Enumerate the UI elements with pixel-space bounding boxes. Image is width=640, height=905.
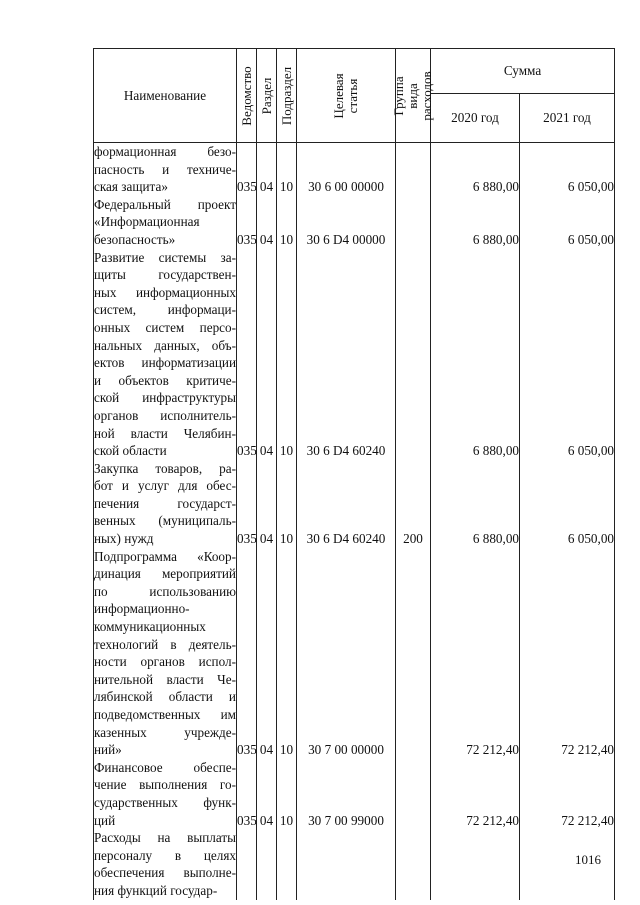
row-name-line: нальных данных, объ- [94,337,236,353]
header-department: Ведомство [237,49,257,143]
row-name-line: щиты государствен- [94,267,236,283]
row-subsection: 10 [277,548,297,759]
row-name-line: Развитие системы за- [94,249,236,265]
row-name-line: нительной власти Че- [94,671,236,687]
header-subsection: Подраздел [277,49,297,143]
row-sum-2021: 6 050,00 [520,143,615,196]
row-subsection [277,829,297,899]
row-name-line: обеспечения выполне- [94,865,236,881]
row-section: 04 [257,143,277,196]
row-name-line: ния функций государ- [94,882,218,898]
row-expense-group [396,196,431,249]
row-department [237,829,257,899]
row-target: 30 6 D4 00000 [297,196,396,249]
row-sum-2021: 6 050,00 [520,460,615,548]
row-name [94,548,237,759]
row-name [94,829,237,899]
row-section [257,829,277,899]
row-department: 035 [237,249,257,460]
row-name-line: казенных учрежде- [94,724,236,740]
row-name-line: Подпрограмма «Коор- [94,548,236,564]
row-name-line: технологий в деятель- [94,636,236,652]
row-sum-2021: 6 050,00 [520,196,615,249]
row-name [94,143,237,196]
row-name [94,759,237,829]
budget-table [93,48,615,900]
row-name-line: венных (муниципаль- [94,513,236,529]
row-sum-2020 [431,829,520,899]
header-expense-group: Группа вида расходов [396,49,431,143]
table-row [94,196,615,249]
table-body [94,143,615,900]
table-row [94,548,615,759]
row-name-line: подведомственных им [94,707,236,722]
row-department: 035 [237,143,257,196]
row-target: 30 6 D4 60240 [297,460,396,548]
row-section: 04 [257,548,277,759]
row-name-line: ных информационных [94,284,236,300]
row-sum-2021: 6 050,00 [520,249,615,460]
row-sum-2020: 6 880,00 [431,196,520,249]
row-department: 035 [237,548,257,759]
row-subsection: 10 [277,196,297,249]
table-row [94,143,615,196]
row-section: 04 [257,759,277,829]
row-name-line: и объектов критиче- [94,372,236,388]
row-section: 04 [257,460,277,548]
row-name-line: пасность и техниче- [94,161,236,177]
row-name-line: безопасность» [94,231,176,247]
row-sum-2020: 6 880,00 [431,249,520,460]
header-section: Раздел [257,49,277,143]
row-name-line: ных) нужд [94,531,154,547]
row-expense-group [396,829,431,899]
row-department: 035 [237,196,257,249]
row-name-line: ности органов испол- [94,654,236,670]
row-subsection: 10 [277,460,297,548]
row-expense-group [396,249,431,460]
row-name-line: «Информационная [94,214,200,230]
row-sum-2020: 6 880,00 [431,143,520,196]
header-target: Целевая статья [297,49,396,143]
row-name-line: информационно- [94,601,190,617]
row-name-line: по использованию [94,583,236,599]
row-subsection: 10 [277,759,297,829]
row-target: 30 6 00 00000 [297,143,396,196]
page-number: 1016 [575,852,601,867]
row-sum-2021: 72 212,40 [520,759,615,829]
table-row [94,460,615,548]
header-name: Наименование [94,49,237,143]
row-name-line: лябинской области и [94,689,236,705]
header-sum: Сумма [431,49,615,94]
row-name-line: Закупка товаров, ра- [94,460,236,476]
row-name [94,196,237,249]
row-section: 04 [257,249,277,460]
row-name-line: печения государст- [94,495,236,511]
row-sum-2020: 6 880,00 [431,460,520,548]
table-row [94,759,615,829]
row-name-line: персоналу в целях [94,847,236,863]
row-expense-group: 200 [396,460,431,548]
row-name-line: коммуникационных [94,619,206,635]
table-row [94,249,615,460]
row-name-line: систем, информаци- [94,302,236,318]
row-name-line: Федеральный проект [94,196,236,212]
row-name-line: Расходы на выплаты [94,830,236,846]
row-name-line: органов исполнитель- [94,407,236,423]
header-year-2020: 2020 год [431,94,520,143]
row-target: 30 7 00 99000 [297,759,396,829]
header-year-2021: 2021 год [520,94,615,143]
row-target: 30 7 00 00000 [297,548,396,759]
row-name-line: чение выполнения го- [94,777,236,793]
table-row [94,829,615,899]
row-sum-2020: 72 212,40 [431,548,520,759]
row-name-line: формационная безо- [94,144,236,159]
row-expense-group [396,548,431,759]
row-name-line: ская защита» [94,179,168,195]
row-name-line: бот и услуг для обес- [94,478,236,494]
row-subsection: 10 [277,143,297,196]
row-name [94,249,237,460]
row-sum-2021: 72 212,40 [520,548,615,759]
row-name-line: ной власти Челябин- [94,425,236,441]
row-name-line: онных систем персо- [94,319,236,335]
row-expense-group [396,143,431,196]
row-target: 30 6 D4 60240 [297,249,396,460]
row-target [297,829,396,899]
row-name-line: динация мероприятий [94,566,236,582]
row-name-line: ектов информатизации [94,355,236,371]
row-expense-group [396,759,431,829]
row-name [94,460,237,548]
row-name-line: сударственных функ- [94,794,236,810]
row-name-line: Финансовое обеспе- [94,759,236,775]
row-name-line: ний» [94,742,122,758]
row-name-line: ской инфраструктуры [94,390,236,406]
row-section: 04 [257,196,277,249]
row-department: 035 [237,759,257,829]
header-row-1 [94,49,615,94]
row-name-line: ций [94,812,116,828]
row-subsection: 10 [277,249,297,460]
row-sum-2020: 72 212,40 [431,759,520,829]
row-department: 035 [237,460,257,548]
row-name-line: ской области [94,443,167,459]
